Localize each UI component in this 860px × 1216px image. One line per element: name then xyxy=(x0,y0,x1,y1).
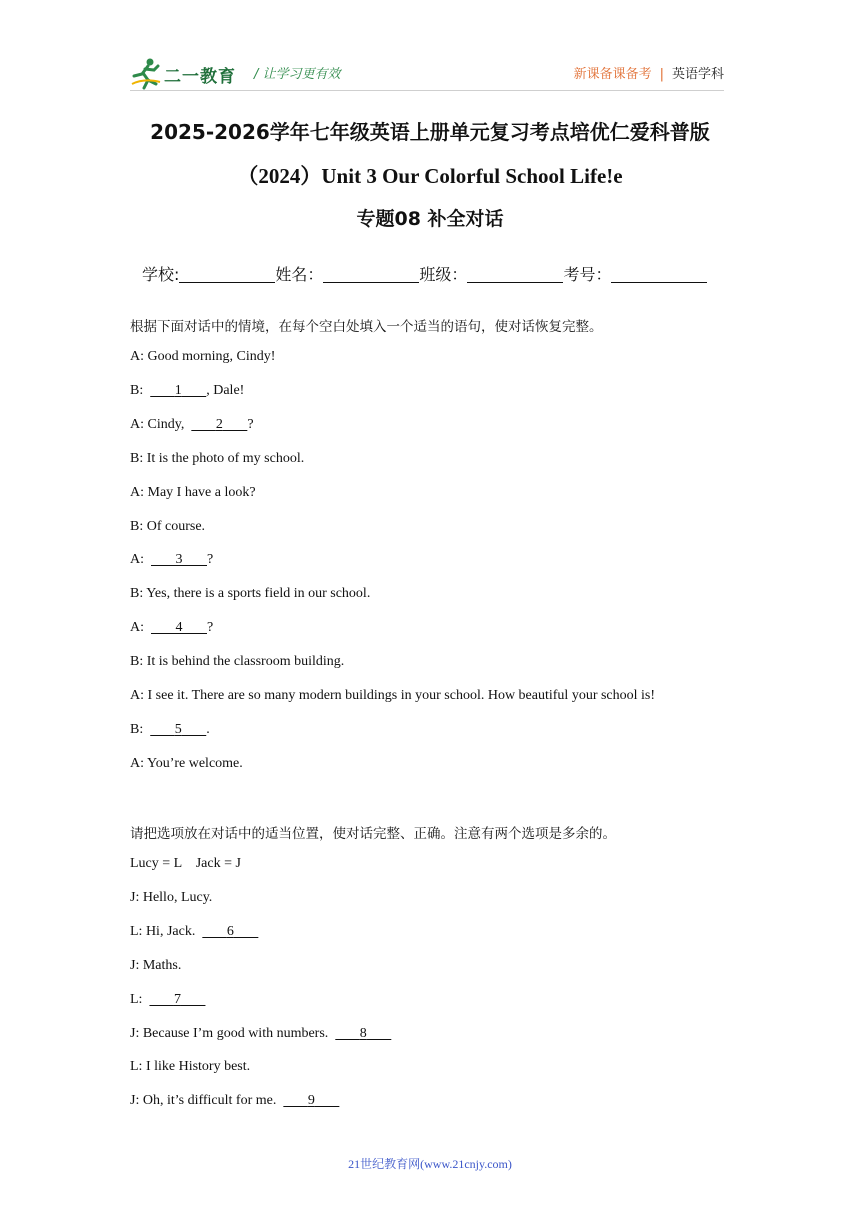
dialogue-text: A: I see it. There are so many modern buildings in your school. How beautiful your school is! xyxy=(130,688,656,703)
dialogue-text: A: xyxy=(130,620,151,636)
school-blank[interactable] xyxy=(179,264,275,283)
answer-blank[interactable] xyxy=(283,1093,339,1109)
blank-number: 7 xyxy=(173,991,181,1007)
dialogue-line xyxy=(130,383,244,399)
blank-number: 4 xyxy=(175,620,183,636)
page-subtitle: 专题08 补全对话 xyxy=(356,208,504,230)
dialogue-line xyxy=(130,688,655,704)
dialogue-line xyxy=(130,451,304,467)
blank-number: 3 xyxy=(175,552,183,568)
dialogue-text-after: , Dale! xyxy=(206,382,245,398)
dialogue-text: B: It is behind the classroom building. xyxy=(130,654,345,670)
page-title-line2: （2024）Unit 3 Our Colorful School Life!e xyxy=(237,164,623,188)
dialogue-text: J: Oh, it’s difficult for me. xyxy=(130,1093,284,1109)
name-label: 姓名： xyxy=(275,265,324,284)
dialogue-text-after: ? xyxy=(247,416,254,432)
logo xyxy=(130,56,240,90)
dialogue-text: A: May I have a look? xyxy=(130,484,256,500)
dialogue-line xyxy=(130,1059,250,1075)
dialogue-line xyxy=(130,722,210,738)
dialogue-text: Lucy = L Jack = J xyxy=(130,856,241,871)
dialogue-line xyxy=(130,552,213,568)
dialogue-line xyxy=(130,417,254,433)
header-tagline: 新课备课备考 xyxy=(573,67,652,82)
dialogue-text-after: ? xyxy=(207,552,214,568)
dialogue-line xyxy=(130,890,212,906)
dialogue-text: J: Maths. xyxy=(130,957,182,973)
answer-blank[interactable] xyxy=(335,1026,391,1042)
dialogue-line xyxy=(130,485,256,501)
dialogue-text: B: It is the photo of my school. xyxy=(130,450,305,466)
dialogue-text: B: xyxy=(130,721,151,737)
page-header xyxy=(130,56,724,90)
dialogue-line xyxy=(130,586,370,602)
dialogue-line xyxy=(130,1026,391,1042)
dialogue-line xyxy=(130,519,205,535)
dialogue-line xyxy=(130,1093,339,1109)
dialogue-text: B: xyxy=(130,382,151,398)
header-subject-name: 英语学科 xyxy=(671,67,724,82)
school-label: 学校: xyxy=(142,265,180,284)
dialogue-text: B: Yes, there is a sports field in our school. xyxy=(130,586,371,602)
dialogue-text: J: Hello, Lucy. xyxy=(130,889,213,905)
student-info-row xyxy=(142,262,707,285)
page-title: 2025-2026学年七年级英语上册单元复习考点培优仁爱科普版 xyxy=(150,120,710,144)
header-subject xyxy=(574,63,724,82)
answer-blank[interactable] xyxy=(151,552,207,568)
answer-blank[interactable] xyxy=(202,924,258,940)
dialogue-text: J: Because I’m good with numbers. xyxy=(130,1025,336,1041)
dialogue-text: B: Of course. xyxy=(130,518,206,534)
logo-text: 二一教育 xyxy=(164,67,236,87)
dialogue-text-after: ? xyxy=(207,620,214,636)
dialogue-text: A: Good morning, Cindy! xyxy=(130,349,276,364)
dialogue-line xyxy=(130,620,213,636)
dialogue-text: L: Hi, Jack. xyxy=(130,923,203,939)
blank-number: 5 xyxy=(174,721,182,737)
blank-number: 8 xyxy=(359,1025,367,1041)
header-separator: | xyxy=(659,67,664,82)
dialogue-line xyxy=(130,924,258,940)
answer-blank[interactable] xyxy=(151,620,207,636)
dialogue-text-after: . xyxy=(206,721,210,737)
dialogue-line xyxy=(130,856,241,872)
dialogue-text: L: xyxy=(130,991,150,1007)
dialogue-line xyxy=(130,958,181,974)
dialogue-line xyxy=(130,756,243,772)
dialogue-line xyxy=(130,349,275,365)
answer-blank[interactable] xyxy=(150,722,206,738)
blank-number: 2 xyxy=(215,416,223,432)
dialogue-text: A: You’re welcome. xyxy=(130,755,243,771)
answer-blank[interactable] xyxy=(191,417,247,433)
header-divider xyxy=(130,90,724,91)
name-blank[interactable] xyxy=(323,264,419,283)
exam-number-blank[interactable] xyxy=(611,264,707,283)
section2-instruction: 请把选项放在对话中的适当位置，使对话完整、正确。注意有两个选项是多余的。 xyxy=(130,826,616,842)
dialogue-text: A: Cindy, xyxy=(130,416,192,432)
section1-instruction: 根据下面对话中的情境，在每个空白处填入一个适当的语句，使对话恢复完整。 xyxy=(130,319,603,335)
blank-number: 1 xyxy=(174,382,182,398)
dialogue-line xyxy=(130,654,344,670)
dialogue-text: A: xyxy=(130,552,151,568)
slogan: / 让学习更有效 xyxy=(254,67,341,82)
class-blank[interactable] xyxy=(467,264,563,283)
runner-icon xyxy=(130,56,164,90)
exam-number-label: 考号： xyxy=(563,265,612,284)
class-label: 班级： xyxy=(419,265,468,284)
dialogue-text: L: I like History best. xyxy=(130,1059,251,1075)
dialogue-line xyxy=(130,992,205,1008)
answer-blank[interactable] xyxy=(149,992,205,1008)
answer-blank[interactable] xyxy=(150,383,206,399)
page-footer: 21世纪教育网(www.21cnjy.com) xyxy=(348,1157,512,1171)
blank-number: 6 xyxy=(226,923,234,939)
blank-number: 9 xyxy=(307,1093,315,1109)
